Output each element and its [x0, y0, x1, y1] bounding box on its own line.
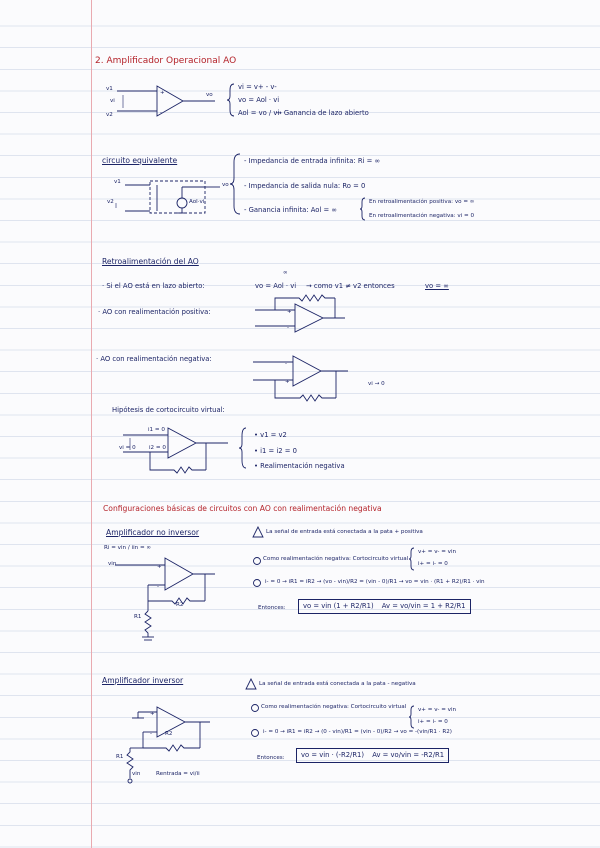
- inv-step2: i- = 0 → iR1 = iR2 → (0 - vin)/R1 = (vin - 0)/R2 → vo = -(vin/R1 · R2): [263, 729, 452, 735]
- inv-warning: La señal de entrada está conectada a la pata - negativa: [259, 681, 416, 687]
- svg-text:-: -: [285, 361, 287, 367]
- noninverting-amplifier-circuit: [115, 558, 215, 640]
- virtual-short-item-1: • v1 = v2: [254, 431, 287, 439]
- equiv-item-output-impedance: - Impedancia de salida nula: Ro = 0: [244, 182, 366, 190]
- pin-vo-label: vo: [206, 92, 213, 98]
- inv-then: Entonces:: [257, 755, 285, 761]
- virtual-short-item-2: • i1 = i2 = 0: [254, 447, 297, 455]
- svg-text:+: +: [160, 90, 165, 96]
- page-title: 2. Amplificador Operacional AO: [95, 56, 237, 66]
- equiv-item-infinite-gain: - Ganancia infinita: Aol = ∞: [244, 206, 337, 214]
- retro-negative-result: vi → 0: [368, 381, 385, 387]
- equiv-heading: circuito equivalente: [102, 156, 178, 165]
- svg-text:-: -: [160, 110, 162, 116]
- noninv-step2: i- = 0 → iR1 = iR2 → (vo - vin)/R2 = (vin - 0)/R1 → vo = vin · (R1 + R2)/R1 · vin: [265, 579, 485, 585]
- svg-text:+: +: [287, 309, 292, 315]
- noninv-r2-label: R2: [176, 602, 184, 608]
- noninv-vin-label: vin: [108, 561, 117, 567]
- inv-result-av: Av = vo/vin = -R2/R1: [372, 751, 445, 759]
- retro-negative: · AO con realimentación negativa:: [96, 355, 212, 363]
- pin-v1-label: v1: [106, 86, 113, 92]
- inv-heading: Amplificador inversor: [102, 676, 184, 685]
- noninv-result-vo: vo = vin (1 + R2/R1): [303, 602, 374, 610]
- noninv-ri-note: Ri = vin / iin = ∞: [104, 545, 152, 551]
- vs-label-i2: i2 = 0: [149, 445, 166, 451]
- intro-eq-vi: vi = v+ - v-: [238, 83, 277, 91]
- virtual-short-item-3: • Realimentación negativa: [254, 462, 345, 470]
- noninv-step1-eqa: v+ = v- = vin: [418, 549, 457, 555]
- inv-result-vo: vo = vin · (-R2/R1): [301, 751, 365, 759]
- configs-heading: Configuraciones básicas de circuitos con AO con realimentación negativa: [103, 504, 382, 513]
- intro-eq-aol: Aol = vo / vi: [238, 109, 280, 117]
- vs-label-vi: vi = 0: [119, 445, 136, 451]
- noninv-result-box: [298, 599, 471, 614]
- intro-eq-aol-desc: → Ganancia de lazo abierto: [276, 109, 369, 117]
- equivalent-circuit: [116, 181, 220, 213]
- positive-feedback-circuit: [255, 295, 345, 332]
- inv-step1: Como realimentación negativa: Cortocircuito virtual: [261, 704, 407, 710]
- noninv-then: Entonces:: [258, 605, 286, 611]
- svg-text:-: -: [287, 325, 289, 331]
- noninv-step1: Como realimentación negativa: Cortocircuito virtual: [263, 556, 409, 562]
- inv-r2-label: R2: [165, 731, 173, 737]
- svg-text:+: +: [285, 379, 290, 385]
- virtual-short-circuit: [123, 428, 228, 473]
- noninv-r1-label: R1: [134, 614, 142, 620]
- equiv-item-input-impedance: - Impedancia de entrada infinita: Ri = ∞: [244, 157, 381, 165]
- equiv-pin-v2: v2: [107, 199, 114, 205]
- retro-infinity-mark: ∞: [283, 270, 288, 276]
- retro-positive: · AO con realimentación positiva:: [98, 308, 211, 316]
- noninv-result-av: Av = vo/vin = 1 + R2/R1: [381, 602, 466, 610]
- inv-result-box: [296, 748, 449, 763]
- svg-text:+: +: [150, 711, 155, 717]
- svg-text:+: +: [157, 564, 162, 570]
- equiv-item-positive-fb: En retroalimentación positiva: vo = ∞: [369, 199, 475, 205]
- retro-open-loop-cont: → como v1 ≠ v2 entonces: [306, 282, 395, 290]
- svg-text:-: -: [150, 731, 152, 737]
- equiv-source-label: Aol·vi: [189, 199, 205, 205]
- step-circles: [252, 558, 261, 737]
- intro-opamp-symbol: [117, 86, 215, 116]
- svg-text:-: -: [157, 584, 159, 590]
- retro-open-loop-result: vo = ∞: [425, 282, 449, 290]
- vs-label-i1: i1 = 0: [148, 427, 165, 433]
- noninv-warning: La señal de entrada está conectada a la pata + positiva: [266, 529, 423, 535]
- inv-step1-eqa: v+ = v- = vin: [418, 707, 457, 713]
- retro-open-loop: · Si el AO está en lazo abierto:: [102, 282, 205, 290]
- virtual-short-heading: Hipótesis de cortocircuito virtual:: [112, 406, 225, 414]
- retro-open-loop-eq: vo = Aol · vi: [255, 282, 297, 290]
- margin-line: [91, 0, 92, 848]
- braces: [227, 84, 414, 728]
- equiv-pin-vo: vo: [222, 182, 229, 188]
- pin-v2-label: v2: [106, 112, 113, 118]
- inv-step1-eqb: i+ = i- = 0: [418, 719, 448, 725]
- noninv-heading: Amplificador no inversor: [106, 528, 200, 537]
- inv-rin-note: Rentrada = vi/ii: [156, 771, 200, 777]
- equiv-pin-v1: v1: [114, 179, 121, 185]
- inv-r1-label: R1: [116, 754, 124, 760]
- inv-vin-label: vin: [132, 771, 141, 777]
- pin-vi-label: vi: [110, 98, 115, 104]
- negative-feedback-circuit: [253, 356, 348, 401]
- retro-heading: Retroalimentación del AO: [102, 257, 199, 266]
- intro-eq-vo: vo = Aol · vi: [238, 96, 280, 104]
- equiv-item-negative-fb: En retroalimentación negativa: vi = 0: [369, 213, 475, 219]
- noninv-step1-eqb: i+ = i- = 0: [418, 561, 448, 567]
